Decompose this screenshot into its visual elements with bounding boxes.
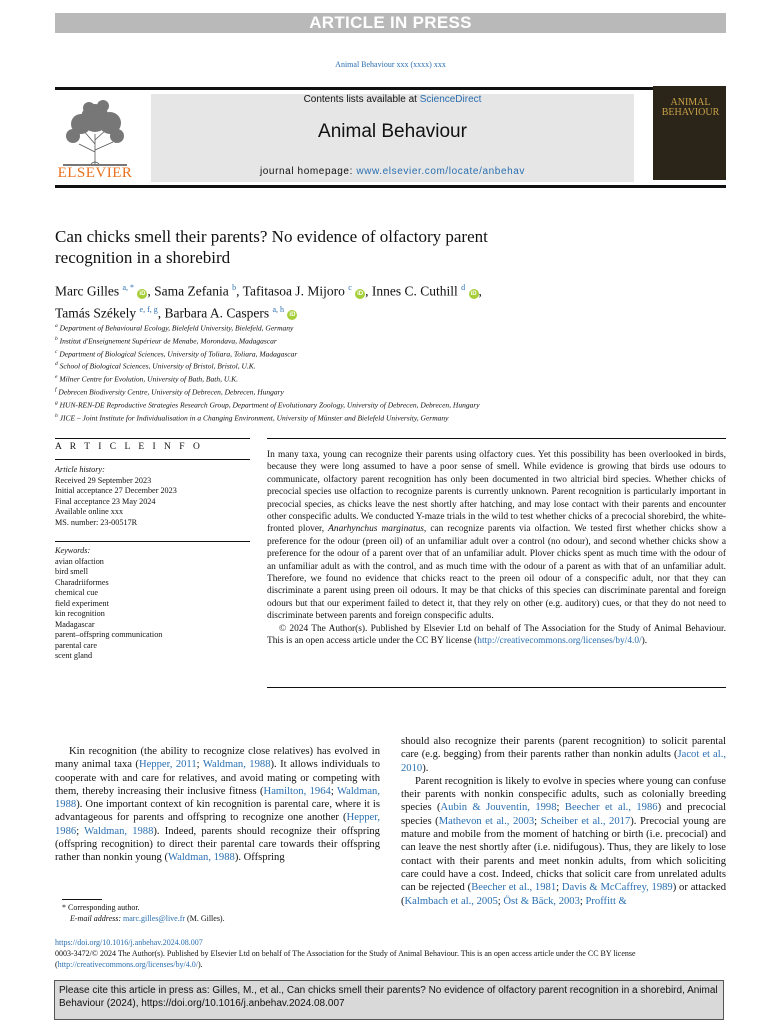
citation-link[interactable]: Hepper, 2011 bbox=[138, 759, 197, 771]
keywords-block bbox=[55, 546, 255, 662]
keyword: kin recognition bbox=[55, 609, 105, 618]
body-text: ) and precocial species ( bbox=[401, 802, 727, 827]
affiliation-key: d bbox=[55, 361, 58, 368]
affiliation-key: e bbox=[55, 374, 58, 381]
body-column-left bbox=[55, 745, 380, 865]
abstract-part-2: , can recognize parents via olfaction. We tested first whether chicks show a preference for the odour (preen oil) of an unfamiliar adult over a control (no odour), and second whether chicks show a preference for the odour of a parent over that of an unfamiliar adult. Plover chicks spent as much time with the odour of an unfamiliar adult as with the control, and as much time with the odour of a parent as with that of an unfamiliar adult. Therefore, we found no evidence that chicks react to the preen oil odour of a conspecific adult, nor that they can discriminate a parent using preen oil odours. It may be that chicks of this species can discriminate parental and foreign odours but that our experiment failed to detect it, that they rely on other (e.g. auditory) cues, or that they do not need to discriminate between parents and foreign conspecific adults. bbox=[267, 524, 726, 622]
body-text: ) or attacked ( bbox=[401, 882, 726, 907]
body-text: ; bbox=[196, 759, 203, 771]
abstract-copyright bbox=[267, 623, 726, 648]
issn-end: ). bbox=[197, 959, 203, 969]
keyword: parental care bbox=[55, 640, 98, 650]
affiliation-list bbox=[55, 321, 735, 423]
affiliation-text: Department of Biological Sciences, University of Toliara, Toliara, Madagascar bbox=[57, 349, 298, 359]
body-text: ; bbox=[76, 825, 85, 837]
affiliation-text: JICE – Joint Institute for Individualisation in a Changing Environment, University of Münster and Bielefeld University, Germany bbox=[57, 413, 449, 423]
abstract bbox=[267, 449, 726, 648]
history-line: Initial acceptance 27 December 2023 bbox=[55, 486, 177, 495]
body-text: ). It allows individuals to cooperate with and care for relatives, and avoid mating or competing with them, thereby increasing their inclusive fitness ( bbox=[55, 759, 381, 797]
author-name[interactable]: Barbara A. Caspers bbox=[164, 305, 270, 320]
citation-link[interactable]: Beecher et al., 1986 bbox=[564, 802, 658, 814]
keyword: scent gland bbox=[55, 651, 93, 660]
history-line: Final acceptance 23 May 2024 bbox=[55, 496, 156, 506]
citation-link[interactable]: Beecher et al., 1981 bbox=[471, 882, 557, 894]
affiliation bbox=[55, 347, 735, 360]
citation-link[interactable]: Öst & Bäck, 2003 bbox=[503, 895, 580, 907]
article-in-press-banner: ARTICLE IN PRESS bbox=[55, 13, 726, 33]
author-name[interactable]: Marc Gilles bbox=[55, 283, 120, 299]
header-top-rule bbox=[55, 87, 726, 90]
body-column-right bbox=[401, 735, 726, 908]
affiliation bbox=[55, 334, 735, 347]
history-keywords-rule bbox=[55, 541, 250, 542]
body-text: ; bbox=[556, 882, 562, 894]
footnotes bbox=[62, 903, 382, 924]
affiliation bbox=[55, 321, 735, 334]
orcid-icon[interactable]: iD bbox=[357, 290, 364, 297]
author-affiliation-marker[interactable]: b bbox=[232, 283, 237, 292]
corresponding-author-note: * Corresponding author. bbox=[62, 903, 140, 912]
citation-link[interactable]: Mathevon et al., 2003 bbox=[438, 815, 535, 827]
citation-link[interactable]: Proffitt & bbox=[585, 895, 627, 907]
elsevier-wordmark[interactable]: ELSEVIER bbox=[57, 165, 133, 181]
affiliation-key: f bbox=[55, 386, 57, 393]
citation-link[interactable]: Waldman, 1988 bbox=[84, 825, 154, 837]
citation-link[interactable]: Waldman, 1988 bbox=[55, 785, 380, 811]
title-line-2: recognition in a shorebird bbox=[55, 248, 231, 267]
body-text: ). Indeed, parents should recognize their offspring (offspring recognition) to direct their parental care towards their offspring rather than nonkin young ( bbox=[55, 825, 380, 864]
orcid-icon[interactable]: iD bbox=[470, 290, 477, 297]
body-text: ). bbox=[422, 762, 429, 774]
body-text: ; bbox=[330, 785, 338, 797]
affiliation bbox=[55, 385, 735, 398]
history-label: Article history: bbox=[55, 465, 105, 474]
author-name[interactable]: Tamás Székely bbox=[55, 305, 137, 320]
author-affiliation-marker[interactable]: c bbox=[348, 283, 352, 292]
abstract-top-rule bbox=[267, 438, 726, 439]
keyword: parent–offspring communication bbox=[55, 630, 163, 639]
affiliation bbox=[55, 359, 735, 372]
issn-license-link[interactable]: http://creativecommons.org/licenses/by/4.0/ bbox=[57, 959, 198, 969]
article-info-rule bbox=[55, 438, 250, 439]
author-name[interactable]: Innes C. Cuthill bbox=[371, 283, 458, 299]
header-bottom-rule bbox=[55, 185, 726, 188]
affiliation-text: School of Biological Sciences, University of Bristol, Bristol, U.K. bbox=[57, 361, 256, 371]
author-name[interactable]: Tafitasoa J. Mijoro bbox=[242, 283, 345, 299]
history-line: Available online xxx bbox=[55, 507, 124, 516]
affiliation bbox=[55, 372, 735, 385]
orcid-icon[interactable]: iD bbox=[289, 312, 296, 318]
citation-link[interactable]: Waldman, 1988 bbox=[202, 759, 271, 771]
citation-link[interactable]: Kalmbach et al., 2005 bbox=[404, 895, 498, 907]
article-history bbox=[55, 465, 255, 528]
contents-prefix: Contents lists available at bbox=[303, 94, 420, 105]
email-note bbox=[62, 914, 382, 925]
author-name[interactable]: Sama Zefania bbox=[154, 283, 229, 299]
journal-homepage-line bbox=[151, 166, 634, 177]
keyword: avian olfaction bbox=[55, 556, 104, 566]
affiliation bbox=[55, 411, 735, 424]
doi-link[interactable]: https://doi.org/10.1016/j.anbehav.2024.08.007 bbox=[55, 938, 203, 947]
journal-citation-link[interactable]: Animal Behaviour xxx (xxxx) xxx bbox=[335, 60, 446, 69]
body-paragraph bbox=[401, 775, 726, 908]
homepage-link[interactable]: www.elsevier.com/locate/anbehav bbox=[356, 166, 526, 177]
history-lines bbox=[55, 476, 255, 529]
affiliation-text: Department of Behavioural Ecology, Bielefeld University, Bielefeld, Germany bbox=[57, 323, 294, 333]
history-line: Received 29 September 2023 bbox=[55, 475, 152, 485]
author-list: Marc Gilles $^{a, *}$ iD , Sama Zefania $^b$, Tafitasoa J. Mijoro $^c$ iD , Innes C. Cuthill $^d$ iD , Tamás Székely $^{e, f, g}$, Barbara A. Caspers $^{a, h}$ iD bbox=[55, 283, 482, 320]
keywords-label: Keywords: bbox=[55, 546, 91, 555]
body-text: ). Precocial young are mature and mobile from the moment of hatching or birth (i.e. precocial) and can leave the nest shortly after (i.e. nidifugous). Thus, they are likely to lose contact with their parents and meet nonkin adults, from which soliciting care could have a cost. Indeed, chicks that solicit care from unrelated adults can be rejected ( bbox=[401, 815, 726, 894]
affiliation-text: Institut d'Enseignement Supérieur de Menabe, Morondava, Madagascar bbox=[57, 336, 277, 346]
journal-name: Animal Behaviour bbox=[318, 121, 467, 142]
body-text: should also recognize their parents (parent recognition) to solicit parental care (e.g. begging) from their parents rather than nonkin adults ( bbox=[401, 736, 726, 761]
body-text: ; bbox=[579, 895, 586, 907]
body-text: ; bbox=[556, 802, 565, 814]
email-label: E-mail address: bbox=[70, 913, 124, 923]
history-line: MS. number: 23-00517R bbox=[55, 517, 138, 527]
author-affiliation-marker[interactable]: e, f, g bbox=[139, 304, 158, 314]
affiliation-key: h bbox=[55, 412, 58, 419]
keyword: field experiment bbox=[55, 598, 109, 608]
keyword-list bbox=[55, 557, 255, 662]
issn-text: 0003-3472/© 2024 The Author(s). Published by Elsevier Ltd on behalf of The Association for the Study of Animal Behaviour. This is an open access article under the CC BY license ( bbox=[55, 949, 636, 969]
citation-link[interactable]: Hepper, 1986 bbox=[55, 812, 380, 837]
affiliation-text: Debrecen Biodiversity Centre, University of Debrecen, Debrecen, Hungary bbox=[56, 387, 284, 397]
email-name: (M. Gilles). bbox=[185, 913, 225, 923]
contents-line bbox=[151, 94, 634, 105]
author-email-link[interactable]: marc.gilles@live.fr bbox=[123, 913, 186, 923]
author-affiliation-marker[interactable]: a, * bbox=[122, 283, 135, 292]
issn-copyright bbox=[55, 949, 726, 970]
body-paragraph bbox=[55, 745, 380, 865]
abstract-part-1: In many taxa, young can recognize their parents using olfactory cues. Yet this possibility has been overlooked in birds, because they were long assumed to have a poor sense of smell. While evidence is growing that birds use odours to communicate, olfactory parent recognition has only been documented in two altricial bird species. Whether chicks of precocial species use olfaction to recognize parents is currently unknown. Parent recognition is particularly important in precocial species, as chicks leave the nest shortly after hatching, and may lose contact with their parents and encounter other conspecific adults. We conducted Y-maze trials in the wild to test whether chicks of a precocial shorebird, the white-fronted plover, bbox=[267, 450, 726, 535]
author-affiliation-marker[interactable]: d bbox=[461, 283, 466, 292]
keyword: bird smell bbox=[55, 567, 88, 576]
affiliation-key: c bbox=[55, 348, 58, 355]
homepage-prefix: journal homepage: bbox=[259, 166, 357, 177]
affiliation-text: Milner Centre for Evolution, University of Bath, Bath, U.K. bbox=[57, 374, 238, 384]
body-paragraph bbox=[401, 735, 726, 775]
body-text: Kin recognition (the ability to recognize close relatives) has evolved in many animal taxa ( bbox=[55, 746, 380, 771]
affiliation bbox=[55, 398, 735, 411]
citation-link[interactable]: Scheiber et al., 2017 bbox=[540, 815, 631, 827]
citation-link[interactable]: Jacot et al., 2010 bbox=[401, 749, 726, 774]
citation-link[interactable]: Waldman, 1988 bbox=[167, 852, 235, 864]
sciencedirect-link[interactable]: ScienceDirect bbox=[419, 94, 482, 105]
copyright-end: ). bbox=[641, 636, 648, 647]
cite-this-article-box: Please cite this article in press as: Gilles, M., et al., Can chicks smell their parents? No evidence of olfactory parent recognition in a shorebird, Animal Behaviour (2024), https://doi.org/10.1016/j.anbehav.2024.08.007 bbox=[54, 980, 724, 1020]
citation-link[interactable]: Hamilton, 1964 bbox=[263, 785, 331, 797]
body-text: ; bbox=[497, 895, 504, 907]
abstract-text bbox=[267, 449, 726, 623]
keyword: chemical cue bbox=[55, 588, 98, 597]
footnote-rule bbox=[62, 899, 102, 900]
body-text: ). One important context of kin recognition is parental care, where it is advantageous for parents and offspring to recognize one another ( bbox=[55, 799, 380, 824]
abstract-bottom-rule bbox=[267, 687, 726, 688]
body-text: ; bbox=[534, 815, 541, 827]
citation-link[interactable]: Davis & McCaffrey, 1989 bbox=[561, 882, 673, 894]
article-title bbox=[55, 226, 655, 268]
affiliation-key: g bbox=[55, 399, 58, 406]
copyright-license-link[interactable]: http://creativecommons.org/licenses/by/4.0/ bbox=[477, 636, 642, 647]
copyright-text: © 2024 The Author(s). Published by Elsevier Ltd on behalf of The Association for the Study of Animal Behaviour. This is an open access article under the CC BY license ( bbox=[267, 623, 726, 647]
article-info-heading: A R T I C L E I N F O bbox=[55, 442, 203, 452]
citation-link[interactable]: Aubin & Jouventin, 1998 bbox=[440, 802, 557, 814]
body-text: ). Offspring bbox=[234, 852, 285, 864]
affiliation-text: HUN-REN-DE Reproductive Strategies Research Group, Department of Evolutionary Zoology, University of Debrecen, Debrecen, Hungary bbox=[57, 400, 480, 410]
body-text: Parent recognition is likely to evolve in species where young can confuse their parents with nonkin conspecific adults, such as colonially breeding species ( bbox=[401, 775, 726, 814]
keyword: Madagascar bbox=[55, 619, 95, 629]
affiliation-key: a bbox=[55, 323, 58, 329]
author-affiliation-marker[interactable]: a, h bbox=[272, 304, 285, 314]
orcid-icon[interactable]: iD bbox=[139, 290, 146, 297]
journal-cover-title: ANIMAL BEHAVIOUR bbox=[661, 97, 720, 118]
title-line-1: Can chicks smell their parents? No evidence of olfactory parent bbox=[55, 227, 488, 246]
article-info-heading-rule bbox=[55, 459, 250, 460]
keyword: Charadriiformes bbox=[55, 577, 109, 587]
abstract-species-name: Anarhynchus marginatus bbox=[328, 524, 424, 535]
affiliation-key: b bbox=[55, 335, 58, 342]
